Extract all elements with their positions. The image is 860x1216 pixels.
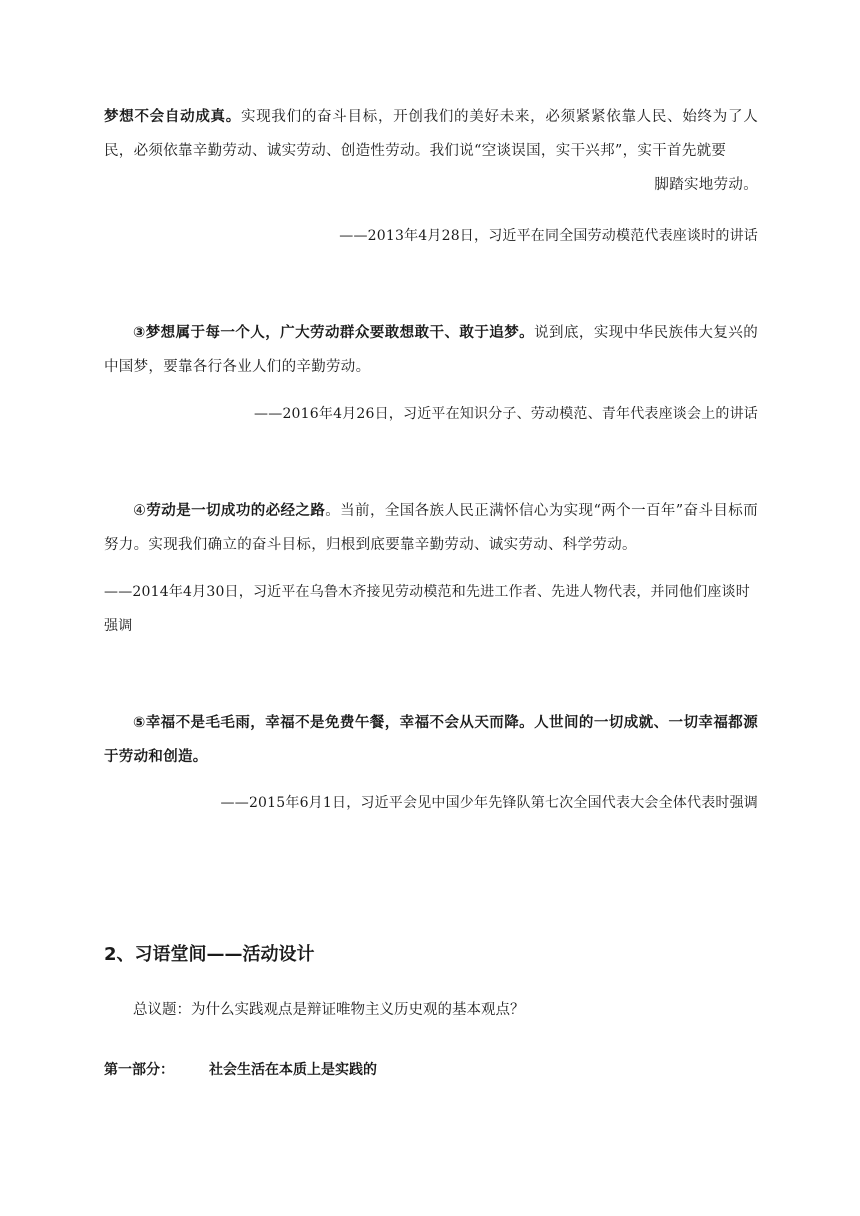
quote-4-citation: ——2014年4月30日，习近平在乌鲁木齐接见劳动模范和先进工作者、先进人物代表，并同他们座谈时强调 bbox=[104, 584, 750, 634]
quote-3-citation: ——2016年4月26日，习近平在知识分子、劳动模范、青年代表座谈会上的讲话 bbox=[254, 406, 758, 422]
quote-1-lead: 梦想不会自动成真。 bbox=[104, 109, 241, 125]
quote-4-body: 。当前，全国各族人民正满怀信心为实现“两个一百年”奋斗目标而努力。实现我们确立的奋斗目标，归根到底要靠辛勤劳动、诚实劳动、科学劳动。 bbox=[104, 503, 758, 553]
quote-3-lead: ③梦想属于每一个人，广大劳动群众要敢想敢干、敢于追梦。 bbox=[133, 325, 535, 341]
part-label: 第一部分： bbox=[104, 1062, 174, 1078]
quote-1-paragraph bbox=[104, 100, 758, 168]
section-heading: 2、习语堂间——活动设计 bbox=[104, 944, 315, 965]
quote-5-citation: ——2015年6月1日，习近平会见中国少年先锋队第七次全国代表大会全体代表时强调 bbox=[220, 795, 758, 811]
quote-4-number: ④ bbox=[133, 503, 147, 519]
quote-4-paragraph bbox=[104, 494, 758, 562]
quote-1-tail: 脚踏实地劳动。 bbox=[654, 177, 758, 193]
quote-3-paragraph bbox=[104, 316, 758, 384]
quote-3-body: 说到底，实现中华民族伟大复兴的中国梦，要靠各行各业人们的辛勤劳动。 bbox=[104, 325, 759, 375]
quote-1-citation: ——2013年4月28日，习近平在同全国劳动模范代表座谈时的讲话 bbox=[339, 228, 758, 244]
main-question: 总议题：为什么实践观点是辩证唯物主义历史观的基本观点？ bbox=[133, 1002, 525, 1018]
quote-4-lead: 劳动是一切成功的必经之路 bbox=[146, 503, 326, 519]
quote-5-paragraph: ⑤幸福不是毛毛雨，幸福不是免费午餐，幸福不会从天而降。人世间的一切成就、一切幸福都源于劳动和创造。 bbox=[104, 715, 758, 765]
part-title: 社会生活在本质上是实践的 bbox=[209, 1062, 377, 1078]
quote-1-body: 实现我们的奋斗目标，开创我们的美好未来，必须紧紧依靠人民、始终为了人民，必须依靠辛勤劳动、诚实劳动、创造性劳动。我们说“空谈误国，实干兴邦”，实干首先就要 bbox=[104, 109, 759, 159]
